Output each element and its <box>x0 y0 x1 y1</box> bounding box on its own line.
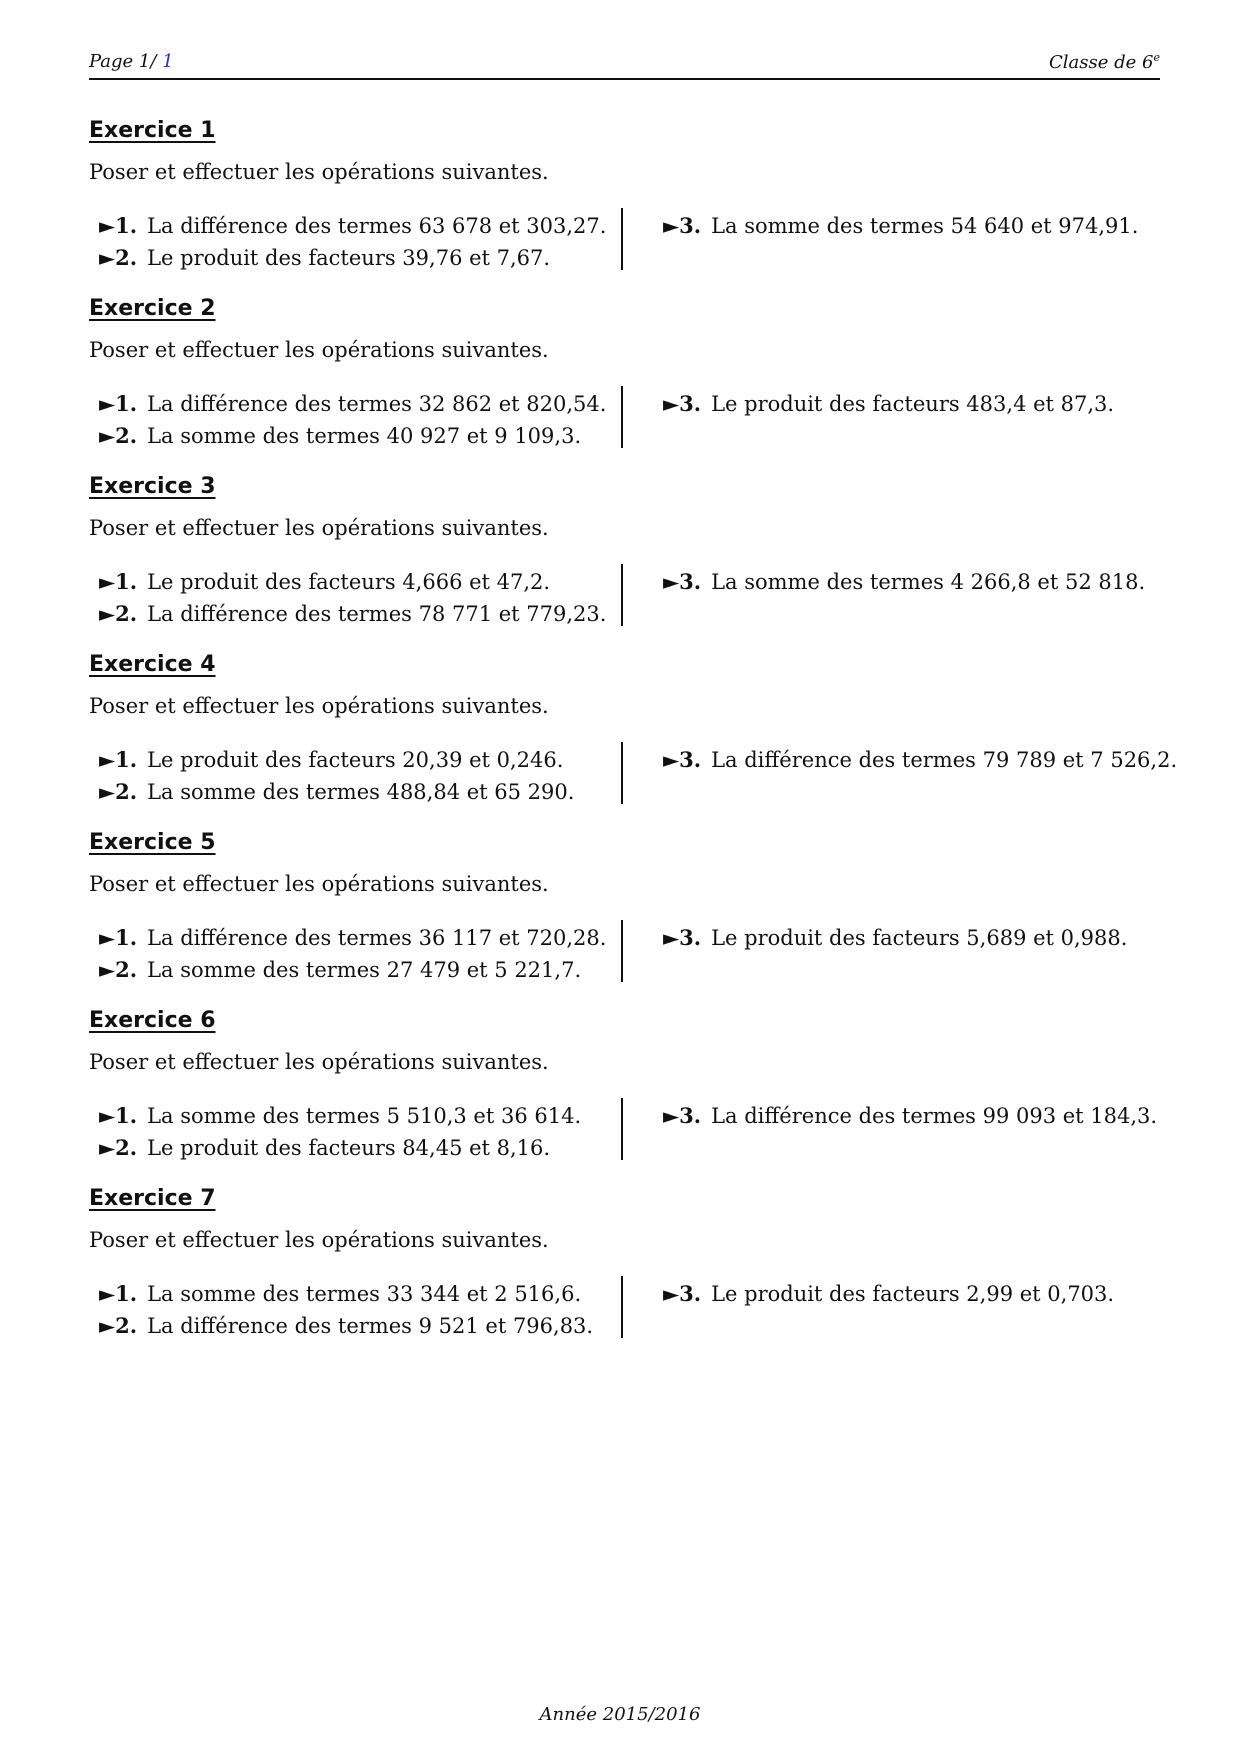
column-divider <box>621 208 623 270</box>
exercise-3 <box>89 474 1160 654</box>
question-marker: ►2. <box>99 423 138 448</box>
question-text: Le produit des facteurs 4,666 et 47,2. <box>147 570 551 594</box>
question-3 <box>663 747 1177 772</box>
exercise-title: Exercice 1 <box>89 118 216 143</box>
question-1 <box>99 1281 581 1306</box>
question-marker: ►1. <box>99 213 138 238</box>
question-marker: ►1. <box>99 925 138 950</box>
exercise-1 <box>89 118 1160 298</box>
question-marker: ►3. <box>663 1281 702 1306</box>
question-2 <box>99 245 550 270</box>
question-text: La différence des termes 63 678 et 303,27. <box>147 214 607 238</box>
class-label-text: Classe de 6 <box>1049 52 1154 73</box>
class-label <box>1049 51 1160 73</box>
question-text: La différence des termes 32 862 et 820,54. <box>147 392 607 416</box>
page-total-link[interactable]: 1 <box>162 51 174 72</box>
question-marker: ►1. <box>99 569 138 594</box>
question-marker: ►2. <box>99 957 138 982</box>
question-marker: ►2. <box>99 779 138 804</box>
exercise-title: Exercice 4 <box>89 652 216 677</box>
exercise-instruction: Poser et effectuer les opérations suivantes. <box>89 694 549 718</box>
exercise-title: Exercice 5 <box>89 830 216 855</box>
question-text: Le produit des facteurs 5,689 et 0,988. <box>711 926 1128 950</box>
column-divider <box>621 386 623 448</box>
question-text: La somme des termes 488,84 et 65 290. <box>147 780 575 804</box>
exercise-5 <box>89 830 1160 1010</box>
exercise-2 <box>89 296 1160 476</box>
question-text: Le produit des facteurs 483,4 et 87,3. <box>711 392 1115 416</box>
question-marker: ►3. <box>663 391 702 416</box>
question-1 <box>99 391 606 416</box>
exercise-title: Exercice 7 <box>89 1186 216 1211</box>
class-label-sup: e <box>1153 51 1160 64</box>
question-3 <box>663 925 1127 950</box>
question-text: La somme des termes 4 266,8 et 52 818. <box>711 570 1146 594</box>
exercise-instruction: Poser et effectuer les opérations suivantes. <box>89 1228 549 1252</box>
question-3 <box>663 1281 1114 1306</box>
question-text: La différence des termes 99 093 et 184,3. <box>711 1104 1158 1128</box>
question-1 <box>99 213 606 238</box>
question-marker: ►1. <box>99 747 138 772</box>
question-text: La somme des termes 54 640 et 974,91. <box>711 214 1139 238</box>
page-header <box>89 48 1160 80</box>
question-marker: ►3. <box>663 747 702 772</box>
question-2 <box>99 957 581 982</box>
question-marker: ►3. <box>663 925 702 950</box>
question-marker: ►1. <box>99 1103 138 1128</box>
question-text: La différence des termes 79 789 et 7 526,2. <box>711 748 1178 772</box>
question-text: Le produit des facteurs 2,99 et 0,703. <box>711 1282 1115 1306</box>
question-marker: ►2. <box>99 1135 138 1160</box>
question-text: La somme des termes 33 344 et 2 516,6. <box>147 1282 582 1306</box>
question-1 <box>99 569 550 594</box>
question-1 <box>99 1103 581 1128</box>
exercise-instruction: Poser et effectuer les opérations suivantes. <box>89 1050 549 1074</box>
question-2 <box>99 1313 593 1338</box>
question-text: La différence des termes 9 521 et 796,83. <box>147 1314 594 1338</box>
question-2 <box>99 423 581 448</box>
question-marker: ►3. <box>663 569 702 594</box>
question-marker: ►1. <box>99 391 138 416</box>
question-text: Le produit des facteurs 20,39 et 0,246. <box>147 748 564 772</box>
question-2 <box>99 601 606 626</box>
question-3 <box>663 1103 1157 1128</box>
page-number <box>89 51 174 72</box>
exercise-6 <box>89 1008 1160 1188</box>
question-2 <box>99 779 574 804</box>
question-2 <box>99 1135 550 1160</box>
exercise-instruction: Poser et effectuer les opérations suivantes. <box>89 516 549 540</box>
exercise-title: Exercice 3 <box>89 474 216 499</box>
question-text: Le produit des facteurs 84,45 et 8,16. <box>147 1136 551 1160</box>
question-text: La somme des termes 5 510,3 et 36 614. <box>147 1104 582 1128</box>
column-divider <box>621 920 623 982</box>
column-divider <box>621 742 623 804</box>
column-divider <box>621 1276 623 1338</box>
page-label: Page 1/ <box>89 51 163 72</box>
question-3 <box>663 213 1138 238</box>
exercise-title: Exercice 6 <box>89 1008 216 1033</box>
question-marker: ►2. <box>99 1313 138 1338</box>
question-text: La différence des termes 78 771 et 779,23. <box>147 602 607 626</box>
question-marker: ►3. <box>663 213 702 238</box>
column-divider <box>621 1098 623 1160</box>
question-marker: ►2. <box>99 245 138 270</box>
question-3 <box>663 569 1145 594</box>
column-divider <box>621 564 623 626</box>
exercise-title: Exercice 2 <box>89 296 216 321</box>
question-3 <box>663 391 1114 416</box>
question-1 <box>99 747 563 772</box>
question-text: La différence des termes 36 117 et 720,28. <box>147 926 607 950</box>
question-1 <box>99 925 606 950</box>
exercise-4 <box>89 652 1178 832</box>
question-marker: ►3. <box>663 1103 702 1128</box>
exercise-instruction: Poser et effectuer les opérations suivantes. <box>89 872 549 896</box>
exercise-instruction: Poser et effectuer les opérations suivantes. <box>89 338 549 362</box>
question-text: La somme des termes 40 927 et 9 109,3. <box>147 424 582 448</box>
page-footer: Année 2015/2016 <box>539 1704 701 1725</box>
question-text: La somme des termes 27 479 et 5 221,7. <box>147 958 582 982</box>
question-marker: ►1. <box>99 1281 138 1306</box>
exercise-instruction: Poser et effectuer les opérations suivantes. <box>89 160 549 184</box>
question-marker: ►2. <box>99 601 138 626</box>
question-text: Le produit des facteurs 39,76 et 7,67. <box>147 246 551 270</box>
exercise-7 <box>89 1186 1160 1366</box>
